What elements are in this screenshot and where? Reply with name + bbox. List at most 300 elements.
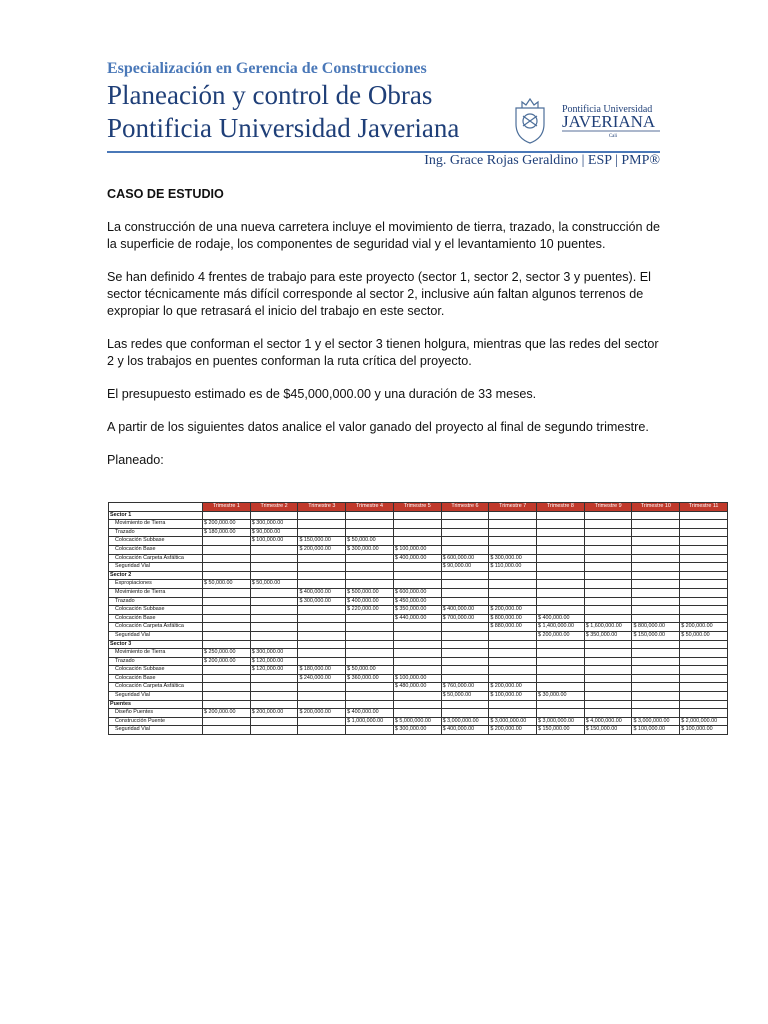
value-cell <box>537 588 585 597</box>
value-cell <box>680 692 728 701</box>
value-cell <box>346 640 394 649</box>
value-cell <box>393 528 441 537</box>
value-cell <box>632 666 680 675</box>
value-cell <box>632 649 680 658</box>
value-cell <box>298 623 346 632</box>
value-cell <box>584 563 632 572</box>
activity-label: Colocación Base <box>109 614 203 623</box>
value-cell <box>537 666 585 675</box>
value-cell <box>632 528 680 537</box>
paragraph-3: Las redes que conforman el sector 1 y el sector 3 tienen holgura, mientras que las redes del sector 2 y los trabajos en puentes conforman la ruta crítica del proyecto. <box>107 337 659 368</box>
case-study-heading: CASO DE ESTUDIO <box>107 187 224 201</box>
value-cell <box>537 683 585 692</box>
value-cell <box>584 545 632 554</box>
value-cell: $ 220,000.00 <box>346 606 394 615</box>
activity-label: Expropiaciones <box>109 580 203 589</box>
value-cell <box>584 520 632 529</box>
value-cell: $ 1,000,000.00 <box>346 717 394 726</box>
value-cell <box>632 580 680 589</box>
value-cell: $ 440,000.00 <box>393 614 441 623</box>
value-cell <box>441 597 489 606</box>
value-cell <box>680 580 728 589</box>
column-header: Trimestre 9 <box>584 503 632 512</box>
value-cell <box>632 640 680 649</box>
value-cell <box>203 571 251 580</box>
value-cell <box>489 700 537 709</box>
value-cell <box>393 631 441 640</box>
table-row <box>109 528 728 537</box>
value-cell: $ 200,000.00 <box>489 726 537 735</box>
value-cell <box>441 657 489 666</box>
value-cell <box>441 571 489 580</box>
value-cell <box>632 520 680 529</box>
value-cell <box>250 631 298 640</box>
value-cell <box>584 528 632 537</box>
value-cell <box>441 631 489 640</box>
activity-label: Seguridad Vial <box>109 726 203 735</box>
value-cell <box>632 657 680 666</box>
value-cell: $ 150,000.00 <box>298 537 346 546</box>
value-cell: $ 300,000.00 <box>298 597 346 606</box>
section-label: Sector 1 <box>109 511 203 520</box>
value-cell <box>250 614 298 623</box>
value-cell <box>250 683 298 692</box>
value-cell <box>203 726 251 735</box>
value-cell: $ 400,000.00 <box>441 606 489 615</box>
value-cell: $ 200,000.00 <box>250 709 298 718</box>
value-cell: $ 760,000.00 <box>441 683 489 692</box>
case-study-body <box>107 186 667 485</box>
value-cell <box>537 545 585 554</box>
table-row <box>109 606 728 615</box>
university-logo <box>510 94 660 146</box>
value-cell: $ 450,000.00 <box>393 597 441 606</box>
paragraph-2: Se han definido 4 frentes de trabajo para este proyecto (sector 1, sector 2, sector 3 y puentes). El sector técnicamente más difícil corresponde al sector 2, inclusive aún faltan algunos terrenos de expropiar lo que retrasará el inicio del trabajo en este sector. <box>107 270 651 318</box>
value-cell <box>298 580 346 589</box>
value-cell <box>441 666 489 675</box>
document-subtitle: Especialización en Gerencia de Construcciones <box>107 60 427 77</box>
value-cell <box>632 588 680 597</box>
value-cell <box>584 597 632 606</box>
activity-label: Movimiento de Tierra <box>109 649 203 658</box>
value-cell: $ 3,000,000.00 <box>632 717 680 726</box>
value-cell <box>537 554 585 563</box>
value-cell: $ 3,000,000.00 <box>489 717 537 726</box>
value-cell <box>489 631 537 640</box>
value-cell <box>346 692 394 701</box>
value-cell <box>393 511 441 520</box>
value-cell <box>441 511 489 520</box>
activity-label: Colocación Base <box>109 674 203 683</box>
section-label: Puentes <box>109 700 203 709</box>
value-cell: $ 880,000.00 <box>489 623 537 632</box>
value-cell <box>346 554 394 563</box>
value-cell <box>584 580 632 589</box>
value-cell <box>298 614 346 623</box>
value-cell <box>584 554 632 563</box>
value-cell <box>250 717 298 726</box>
value-cell: $ 200,000.00 <box>298 545 346 554</box>
table-row <box>109 657 728 666</box>
value-cell <box>298 511 346 520</box>
value-cell <box>203 640 251 649</box>
value-cell <box>441 640 489 649</box>
value-cell <box>680 520 728 529</box>
column-header: Trimestre 10 <box>632 503 680 512</box>
section-row <box>109 571 728 580</box>
value-cell <box>584 674 632 683</box>
value-cell <box>632 709 680 718</box>
value-cell <box>346 571 394 580</box>
value-cell <box>680 588 728 597</box>
value-cell <box>346 520 394 529</box>
value-cell <box>203 631 251 640</box>
value-cell <box>537 649 585 658</box>
value-cell <box>489 597 537 606</box>
value-cell <box>203 683 251 692</box>
value-cell <box>680 649 728 658</box>
value-cell <box>203 563 251 572</box>
activity-label: Colocación Carpeta Asfáltica <box>109 554 203 563</box>
value-cell: $ 300,000.00 <box>346 545 394 554</box>
table-row <box>109 709 728 718</box>
value-cell <box>537 537 585 546</box>
value-cell <box>346 649 394 658</box>
table-row <box>109 554 728 563</box>
logo-line-3: Cali <box>608 134 618 139</box>
value-cell <box>346 700 394 709</box>
value-cell <box>393 657 441 666</box>
value-cell: $ 200,000.00 <box>489 683 537 692</box>
value-cell: $ 100,000.00 <box>250 537 298 546</box>
value-cell <box>632 683 680 692</box>
value-cell: $ 350,000.00 <box>584 631 632 640</box>
value-cell <box>203 666 251 675</box>
value-cell: $ 100,000.00 <box>680 726 728 735</box>
value-cell <box>250 588 298 597</box>
title-line-1: Planeación y control de Obras <box>107 80 433 110</box>
value-cell <box>537 640 585 649</box>
value-cell <box>680 563 728 572</box>
value-cell <box>489 649 537 658</box>
value-cell <box>584 640 632 649</box>
value-cell <box>298 606 346 615</box>
value-cell <box>632 692 680 701</box>
value-cell <box>584 588 632 597</box>
value-cell <box>250 571 298 580</box>
value-cell <box>441 709 489 718</box>
value-cell: $ 200,000.00 <box>537 631 585 640</box>
value-cell <box>298 717 346 726</box>
value-cell <box>584 709 632 718</box>
table-row <box>109 683 728 692</box>
activity-label: Construcción Puente <box>109 717 203 726</box>
value-cell <box>250 563 298 572</box>
value-cell <box>680 674 728 683</box>
value-cell: $ 180,000.00 <box>298 666 346 675</box>
value-cell <box>203 545 251 554</box>
value-cell <box>393 623 441 632</box>
column-header: Trimestre 7 <box>489 503 537 512</box>
value-cell <box>632 563 680 572</box>
value-cell <box>393 700 441 709</box>
value-cell <box>393 649 441 658</box>
section-label: Sector 2 <box>109 571 203 580</box>
value-cell: $ 110,000.00 <box>489 563 537 572</box>
value-cell: $ 200,000.00 <box>680 623 728 632</box>
value-cell: $ 30,000.00 <box>537 692 585 701</box>
value-cell <box>441 623 489 632</box>
value-cell <box>632 554 680 563</box>
value-cell <box>680 545 728 554</box>
value-cell <box>680 597 728 606</box>
value-cell <box>489 674 537 683</box>
table-row <box>109 674 728 683</box>
value-cell: $ 360,000.00 <box>346 674 394 683</box>
value-cell: $ 1,600,000.00 <box>584 623 632 632</box>
value-cell: $ 200,000.00 <box>298 709 346 718</box>
value-cell <box>584 571 632 580</box>
value-cell <box>537 571 585 580</box>
value-cell <box>584 511 632 520</box>
value-cell <box>632 545 680 554</box>
value-cell: $ 100,000.00 <box>393 545 441 554</box>
value-cell: $ 120,000.00 <box>250 657 298 666</box>
value-cell <box>298 726 346 735</box>
value-cell <box>393 520 441 529</box>
value-cell <box>584 537 632 546</box>
value-cell: $ 3,000,000.00 <box>441 717 489 726</box>
value-cell <box>537 709 585 718</box>
table-row <box>109 717 728 726</box>
value-cell: $ 300,000.00 <box>250 649 298 658</box>
value-cell <box>632 571 680 580</box>
value-cell <box>346 614 394 623</box>
value-cell <box>250 597 298 606</box>
table-row <box>109 520 728 529</box>
value-cell: $ 600,000.00 <box>441 554 489 563</box>
value-cell: $ 400,000.00 <box>346 709 394 718</box>
value-cell <box>632 511 680 520</box>
value-cell <box>393 571 441 580</box>
activity-label: Seguridad Vial <box>109 563 203 572</box>
value-cell <box>489 511 537 520</box>
planned-label: Planeado: <box>107 453 164 467</box>
value-cell <box>680 606 728 615</box>
value-cell <box>632 606 680 615</box>
value-cell <box>250 640 298 649</box>
value-cell: $ 2,000,000.00 <box>680 717 728 726</box>
value-cell: $ 350,000.00 <box>393 606 441 615</box>
value-cell: $ 100,000.00 <box>489 692 537 701</box>
value-cell: $ 300,000.00 <box>489 554 537 563</box>
activity-label: Colocación Carpeta Asfáltica <box>109 623 203 632</box>
logo-line-2: JAVERIANA <box>562 112 656 131</box>
value-cell: $ 400,000.00 <box>298 588 346 597</box>
value-cell <box>346 726 394 735</box>
value-cell <box>346 657 394 666</box>
section-row <box>109 640 728 649</box>
title-line-2: Pontificia Universidad Javeriana <box>107 113 460 143</box>
table-row <box>109 631 728 640</box>
value-cell <box>680 571 728 580</box>
value-cell: $ 400,000.00 <box>346 597 394 606</box>
value-cell <box>537 674 585 683</box>
column-header: Trimestre 6 <box>441 503 489 512</box>
value-cell: $ 800,000.00 <box>632 623 680 632</box>
table-row <box>109 614 728 623</box>
value-cell <box>489 657 537 666</box>
value-cell <box>584 614 632 623</box>
value-cell <box>203 674 251 683</box>
document-title <box>107 79 459 145</box>
activity-label: Trazado <box>109 528 203 537</box>
value-cell <box>584 666 632 675</box>
value-cell <box>346 563 394 572</box>
value-cell <box>537 563 585 572</box>
value-cell <box>584 683 632 692</box>
column-header: Trimestre 1 <box>203 503 251 512</box>
column-header: Trimestre 3 <box>298 503 346 512</box>
table-body <box>109 511 728 734</box>
value-cell <box>441 674 489 683</box>
value-cell <box>489 709 537 718</box>
column-header: Trimestre 8 <box>537 503 585 512</box>
value-cell: $ 150,000.00 <box>584 726 632 735</box>
table-row <box>109 726 728 735</box>
value-cell <box>203 537 251 546</box>
value-cell <box>489 528 537 537</box>
value-cell: $ 120,000.00 <box>250 666 298 675</box>
javeriana-seal-icon <box>510 94 660 146</box>
value-cell <box>203 614 251 623</box>
table-row <box>109 692 728 701</box>
value-cell <box>203 717 251 726</box>
value-cell <box>346 683 394 692</box>
value-cell <box>298 528 346 537</box>
value-cell: $ 200,000.00 <box>203 709 251 718</box>
value-cell: $ 200,000.00 <box>203 520 251 529</box>
value-cell <box>298 692 346 701</box>
value-cell <box>393 537 441 546</box>
value-cell <box>250 692 298 701</box>
value-cell: $ 150,000.00 <box>632 631 680 640</box>
value-cell: $ 700,000.00 <box>441 614 489 623</box>
value-cell <box>584 692 632 701</box>
column-header: Trimestre 5 <box>393 503 441 512</box>
activity-label: Trazado <box>109 657 203 666</box>
value-cell <box>393 563 441 572</box>
value-cell <box>632 597 680 606</box>
value-cell <box>584 700 632 709</box>
activity-label: Colocación Carpeta Asfáltica <box>109 683 203 692</box>
value-cell <box>489 537 537 546</box>
value-cell <box>298 700 346 709</box>
value-cell <box>489 666 537 675</box>
value-cell <box>680 683 728 692</box>
table-header-row <box>109 503 728 512</box>
value-cell <box>680 709 728 718</box>
value-cell <box>632 700 680 709</box>
logo-line-1: Pontificia Universidad <box>562 104 653 115</box>
value-cell <box>346 511 394 520</box>
section-row <box>109 511 728 520</box>
value-cell: $ 200,000.00 <box>203 657 251 666</box>
value-cell <box>489 545 537 554</box>
value-cell <box>250 623 298 632</box>
value-cell <box>632 537 680 546</box>
table-row <box>109 666 728 675</box>
value-cell <box>203 692 251 701</box>
value-cell: $ 50,000.00 <box>441 692 489 701</box>
value-cell <box>441 588 489 597</box>
value-cell: $ 240,000.00 <box>298 674 346 683</box>
value-cell <box>489 588 537 597</box>
value-cell <box>584 606 632 615</box>
value-cell <box>346 528 394 537</box>
value-cell <box>203 588 251 597</box>
value-cell <box>346 580 394 589</box>
activity-label: Seguridad Vial <box>109 692 203 701</box>
value-cell <box>441 700 489 709</box>
value-cell <box>537 580 585 589</box>
table-row <box>109 623 728 632</box>
value-cell <box>632 614 680 623</box>
column-header: Trimestre 11 <box>680 503 728 512</box>
value-cell <box>393 580 441 589</box>
planned-budget-table <box>108 502 728 735</box>
paragraph-1: La construcción de una nueva carretera incluye el movimiento de tierra, trazado, la construcción de la superficie de rodaje, los componentes de seguridad vial y el levantamiento 10 puentes. <box>107 220 661 251</box>
value-cell <box>346 631 394 640</box>
value-cell <box>441 580 489 589</box>
value-cell <box>680 511 728 520</box>
value-cell <box>298 683 346 692</box>
value-cell <box>250 554 298 563</box>
value-cell: $ 50,000.00 <box>346 666 394 675</box>
value-cell <box>298 657 346 666</box>
value-cell: $ 100,000.00 <box>393 674 441 683</box>
value-cell <box>203 700 251 709</box>
value-cell <box>584 657 632 666</box>
activity-label: Diseño Puentes <box>109 709 203 718</box>
value-cell <box>489 520 537 529</box>
value-cell <box>489 571 537 580</box>
value-cell <box>441 520 489 529</box>
value-cell <box>537 657 585 666</box>
value-cell: $ 50,000.00 <box>680 631 728 640</box>
column-header: Trimestre 4 <box>346 503 394 512</box>
value-cell <box>441 537 489 546</box>
value-cell: $ 400,000.00 <box>441 726 489 735</box>
value-cell: $ 50,000.00 <box>346 537 394 546</box>
table-corner-cell <box>109 503 203 512</box>
value-cell <box>537 700 585 709</box>
value-cell <box>298 631 346 640</box>
value-cell <box>680 666 728 675</box>
value-cell: $ 300,000.00 <box>250 520 298 529</box>
value-cell <box>393 692 441 701</box>
value-cell <box>680 528 728 537</box>
value-cell <box>298 563 346 572</box>
table-row <box>109 597 728 606</box>
activity-label: Movimiento de Tierra <box>109 588 203 597</box>
value-cell <box>203 623 251 632</box>
value-cell <box>680 657 728 666</box>
table-row <box>109 588 728 597</box>
table-row <box>109 545 728 554</box>
value-cell <box>632 674 680 683</box>
value-cell <box>250 511 298 520</box>
